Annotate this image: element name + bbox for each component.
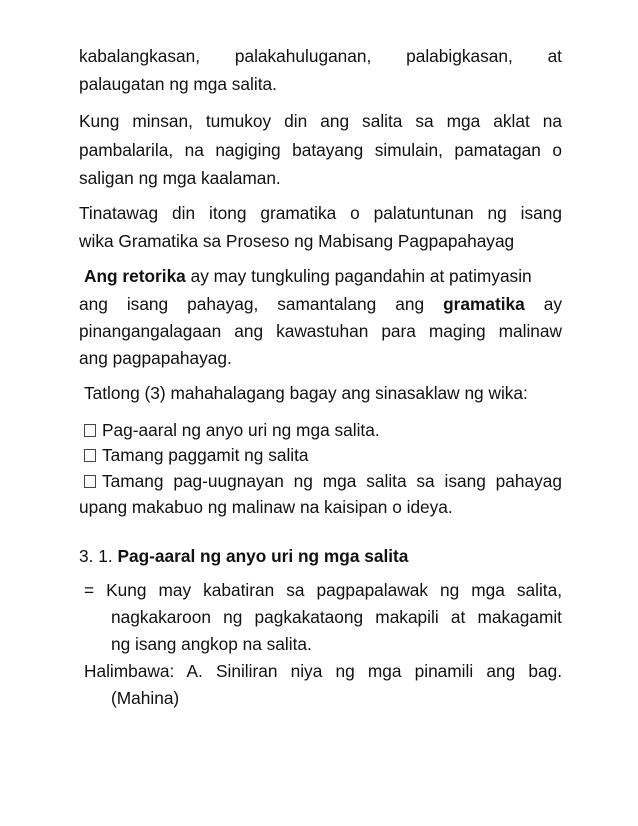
- gramatika-term: gramatika: [443, 294, 525, 314]
- list-item-1: Pag-aaral ng anyo uri ng mga salita.: [84, 418, 562, 442]
- section-title: Pag-aaral ng anyo uri ng mga salita: [117, 546, 409, 566]
- paragraph-4-line-1: Ang retorika ay may tungkuling pagandahin at patimyasin: [84, 266, 532, 286]
- section-heading: [79, 544, 562, 568]
- list-item-3-line-1: Tamang pag-uugnayan ng mga salita sa isang pahayag: [84, 469, 562, 493]
- paragraph-2-line-1: Kung minsan, tumukoy din ang salita sa mga aklat na: [79, 111, 562, 131]
- section-number: 3. 1.: [79, 546, 118, 566]
- bullet-box-icon: [84, 424, 96, 437]
- paragraph-1-line-2: palaugatan ng mga salita.: [79, 74, 277, 94]
- definition-line-1: = Kung may kabatiran sa pagpapalawak ng mga salita,: [84, 580, 562, 600]
- bullet-box-icon: [84, 475, 96, 488]
- paragraph-5-line-1: Tatlong (3) mahahalagang bagay ang sinasaklaw ng wika:: [84, 383, 528, 403]
- paragraph-3-line-2: wika Gramatika sa Proseso ng Mabisang Pagpapahayag: [79, 231, 515, 251]
- paragraph-2-line-2: pambalarila, na nagiging batayang simulain, pamatagan o: [79, 140, 562, 160]
- definition-line-2: nagkakaroon ng pagkakataong makapili at makagamit: [111, 607, 562, 627]
- example-line-2: (Mahina): [111, 688, 180, 708]
- paragraph-4-line-3: pinangangalagaan ang kawastuhan para maging malinaw: [79, 321, 562, 341]
- list-item-3-line-2: upang makabuo ng malinaw na kaisipan o ideya.: [79, 497, 453, 517]
- retorika-term: Ang retorika: [84, 266, 186, 286]
- paragraph-1-line-1: kabalangkasan, palakahuluganan, palabigkasan, at: [79, 46, 562, 66]
- example-line-1: Halimbawa: A. Siniliran niya ng mga pinamili ang bag.: [84, 661, 562, 681]
- paragraph-3-line-1: Tinatawag din itong gramatika o palatuntunan ng isang: [79, 203, 562, 223]
- definition-line-3: ng isang angkop na salita.: [111, 634, 312, 654]
- paragraph-2-line-3: saligan ng mga kaalaman.: [79, 168, 281, 188]
- bullet-box-icon: [84, 449, 96, 462]
- paragraph-4-line-4: ang pagpapahayag.: [79, 348, 232, 368]
- list-item-2: Tamang paggamit ng salita: [84, 443, 562, 467]
- paragraph-4-line-2: ang isang pahayag, samantalang ang gramatika ay: [79, 294, 562, 314]
